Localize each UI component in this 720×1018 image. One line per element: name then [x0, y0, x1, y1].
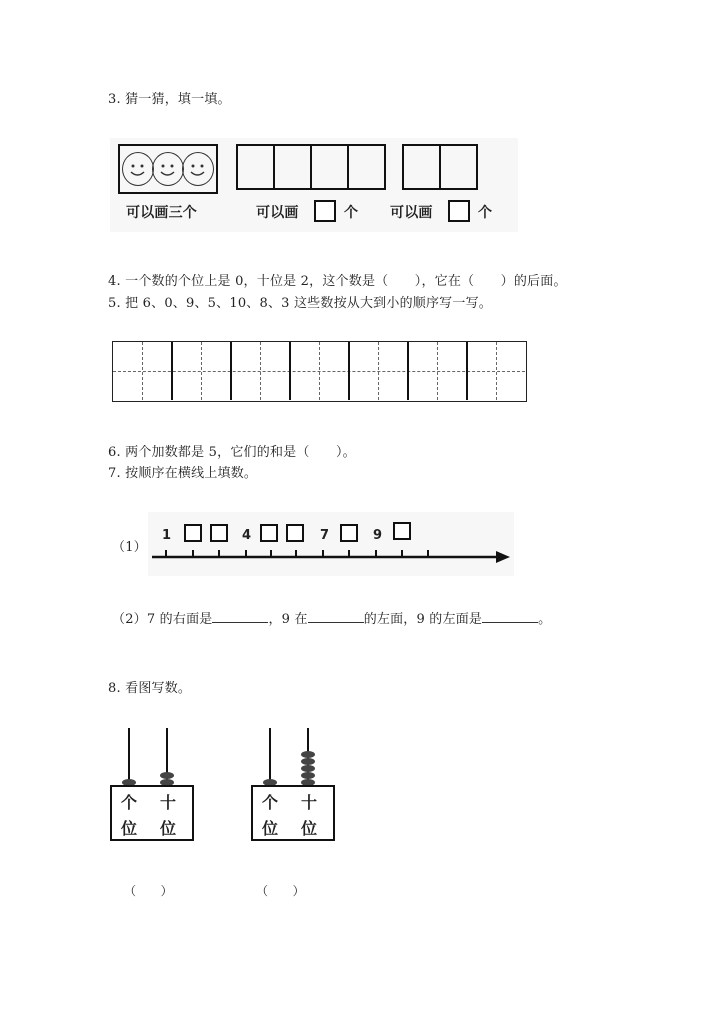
label-draw-post: 个 — [478, 205, 493, 221]
q3-figure — [110, 138, 518, 232]
tens-label: 十 — [160, 793, 177, 812]
ones-label: 个 — [121, 793, 138, 812]
number-box[interactable] — [210, 524, 228, 542]
fill-blank[interactable] — [482, 610, 538, 623]
four-cell-box — [236, 144, 386, 190]
faces-box — [118, 144, 218, 194]
place-label: 位 — [301, 819, 318, 838]
q5-text: 5. 把 6、0、9、5、10、8、3 这些数按从大到小的顺序写一写。 — [108, 296, 492, 311]
two-cell-box — [402, 144, 478, 190]
bead — [301, 751, 315, 758]
bead — [301, 765, 315, 772]
answer-1[interactable]: （ ） — [124, 884, 173, 898]
q7-part2-b: ，9 在 — [268, 612, 308, 627]
fill-blank[interactable] — [308, 610, 364, 623]
answer-box[interactable] — [314, 200, 336, 222]
q7-part2-a: （2）7 的右面是 — [112, 612, 213, 627]
number-box[interactable] — [286, 524, 304, 542]
smiley-face-icon — [122, 152, 154, 186]
q7-part2 — [112, 608, 551, 627]
bead — [301, 758, 315, 765]
label-draw-three: 可以画三个 — [126, 205, 197, 221]
number-box[interactable] — [340, 524, 358, 542]
q4-text: 4. 一个数的个位上是 0，十位是 2，这个数是（ ），它在（ ）的后面。 — [108, 274, 567, 289]
label-draw-pre: 可以画 — [390, 205, 433, 221]
number-label: 7 — [320, 528, 330, 543]
q7-part2-c: 的左面，9 的左面是 — [363, 612, 483, 627]
number-line — [148, 512, 514, 576]
fill-blank[interactable] — [212, 610, 268, 623]
number-label: 4 — [242, 528, 252, 543]
q7-title: 7. 按顺序在横线上填数。 — [108, 466, 258, 481]
place-label: 位 — [262, 819, 279, 838]
number-label: 1 — [162, 528, 172, 543]
number-box[interactable] — [393, 522, 411, 540]
number-box[interactable] — [184, 524, 202, 542]
place-label: 位 — [160, 819, 177, 838]
abacus-1 — [110, 728, 194, 842]
q7-part2-d: 。 — [538, 612, 552, 627]
q3-title: 3. 猜一猜，填一填。 — [108, 92, 231, 107]
tens-label: 十 — [301, 793, 318, 812]
answer-2[interactable]: （ ） — [256, 884, 305, 898]
q6-text: 6. 两个加数都是 5，它们的和是（ ）。 — [108, 445, 356, 460]
writing-grid[interactable] — [112, 341, 527, 402]
answer-box[interactable] — [448, 200, 470, 222]
label-draw-post: 个 — [344, 205, 359, 221]
q7-part1-label: （1） — [112, 540, 147, 555]
smiley-face-icon — [182, 152, 214, 186]
bead — [301, 772, 315, 779]
q8-title: 8. 看图写数。 — [108, 681, 192, 696]
label-draw-pre: 可以画 — [256, 205, 299, 221]
bead — [160, 772, 174, 779]
abacus-2 — [251, 728, 335, 842]
place-label: 位 — [121, 819, 138, 838]
number-box[interactable] — [260, 524, 278, 542]
number-label: 9 — [373, 528, 383, 543]
smiley-face-icon — [152, 152, 184, 186]
ones-label: 个 — [262, 793, 279, 812]
